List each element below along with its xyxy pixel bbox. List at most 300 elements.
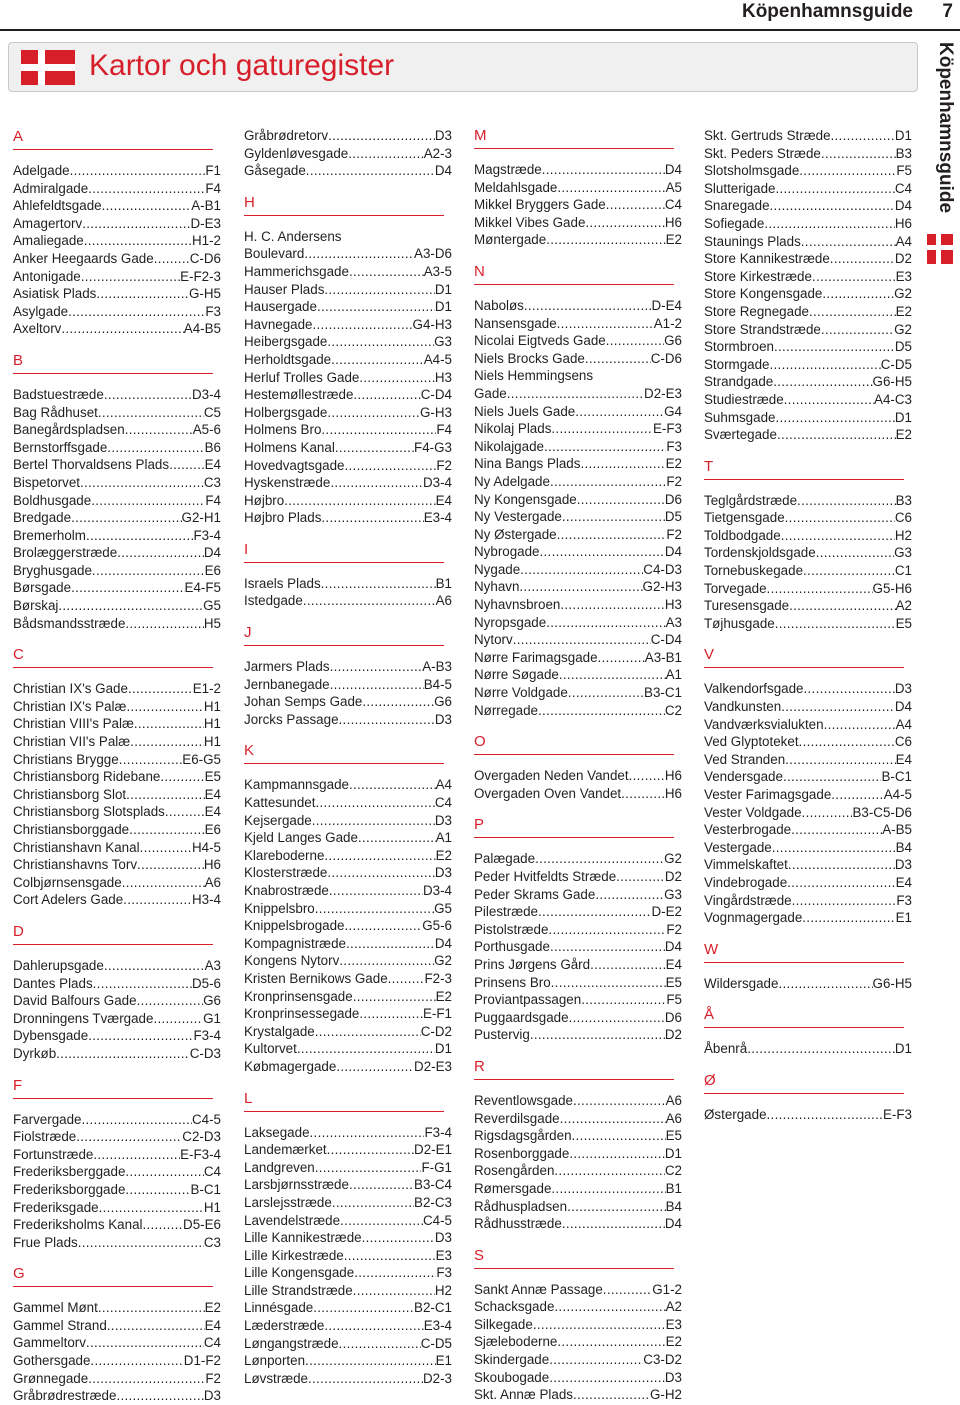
dot-leader [324, 281, 434, 299]
dot-leader [84, 232, 192, 250]
street-entry [704, 180, 912, 198]
dot-leader [88, 180, 205, 198]
grid-reference: B3-C4 [414, 1177, 452, 1193]
header-rule [0, 29, 960, 31]
grid-reference: G1 [203, 1010, 221, 1026]
section-rule [13, 1286, 213, 1287]
street-entry [704, 285, 912, 303]
street-name: Vandkunsten [704, 699, 782, 715]
street-entry [244, 509, 452, 527]
page-number: 7 [942, 1, 953, 22]
street-entry [13, 303, 221, 321]
street-entry [474, 1369, 682, 1387]
street-name: Skindergade [474, 1352, 550, 1368]
grid-reference: C3 [203, 474, 221, 490]
dot-leader [548, 921, 666, 939]
street-entry [704, 733, 912, 751]
street-entry [13, 1163, 221, 1181]
street-name: Heibergsgade [244, 334, 328, 350]
grid-reference: G2-H3 [642, 579, 682, 595]
street-name: Strandgade [704, 374, 774, 390]
dot-leader [785, 751, 895, 769]
dot-leader [799, 733, 895, 751]
grid-reference: B3-C5-D6 [852, 804, 912, 820]
grid-reference: F3 [666, 438, 682, 454]
index-column-1 [13, 128, 221, 1405]
street-name: Tornebuskegade [704, 563, 804, 579]
street-name: Nørre Voldgade [474, 685, 568, 701]
grid-reference: E4 [665, 956, 682, 972]
grid-reference: D4 [894, 198, 912, 214]
grid-reference: C4 [894, 180, 912, 196]
dot-leader [329, 882, 423, 900]
street-entry [244, 900, 452, 918]
street-entry [704, 233, 912, 251]
street-name: Store Kannikestræde [704, 251, 830, 267]
street-name: Herholdtsgade [244, 351, 332, 367]
section-letter: K [244, 742, 255, 760]
dot-leader [125, 1163, 203, 1181]
running-header [0, 0, 960, 32]
dot-leader [78, 1234, 204, 1252]
street-name: Brolæggerstræde [13, 545, 118, 561]
grid-reference: E-F3-4 [180, 1146, 221, 1162]
street-name: Havnegade [244, 316, 313, 332]
street-name: Kristen Bernikows Gade [244, 970, 388, 986]
street-entry [13, 733, 221, 751]
street-entry [244, 988, 452, 1006]
street-entry [474, 385, 682, 403]
street-entry [244, 776, 452, 794]
street-entry [13, 1181, 221, 1199]
street-entry [13, 474, 221, 492]
street-entry [13, 751, 221, 769]
street-entry [13, 509, 221, 527]
section-rule [244, 215, 444, 216]
street-entry [474, 508, 682, 526]
street-name: Adelgade [13, 163, 70, 178]
page-title: Kartor och gaturegister [89, 49, 395, 82]
street-entry [244, 333, 452, 351]
dot-leader [321, 509, 423, 527]
section-letter: H [244, 193, 255, 211]
street-name: Skt. Annæ Plads [474, 1387, 573, 1403]
section-rule [704, 479, 904, 480]
street-entry [704, 250, 912, 268]
street-entry [704, 162, 912, 180]
dot-leader [331, 351, 424, 369]
street-name: Krystalgade [244, 1023, 315, 1039]
dot-leader [530, 1026, 665, 1044]
dot-leader [573, 1092, 666, 1110]
grid-reference: F2 [666, 473, 682, 489]
dot-leader [809, 303, 896, 321]
grid-reference: A-B3 [422, 659, 452, 675]
section-rule [474, 1079, 674, 1080]
dot-leader [140, 839, 192, 857]
grid-reference: A3-D6 [414, 246, 452, 262]
street-entry [244, 952, 452, 970]
section-letter: N [474, 262, 485, 280]
dot-leader [119, 751, 183, 769]
grid-reference: D1 [434, 1041, 452, 1057]
grid-reference: G2-H1 [181, 510, 221, 526]
street-name: Schacksgade [474, 1299, 555, 1315]
grid-reference: E4 [204, 457, 221, 473]
dot-leader [616, 868, 665, 886]
street-name: Bernstorffsgade [13, 439, 108, 455]
street-entry [13, 1045, 221, 1063]
grid-reference: D5 [664, 509, 682, 525]
street-name: Mikkel Vibes Gade [474, 214, 586, 230]
section-letter: C [13, 646, 24, 664]
street-name: Nyhavnsbroen [474, 597, 561, 613]
street-entry [13, 1352, 221, 1370]
street-entry [244, 474, 452, 492]
street-name: Bertel Thorvaldsens Plads [13, 457, 170, 473]
grid-reference: A5 [665, 179, 682, 195]
dot-leader [327, 1141, 414, 1159]
street-name: Vindebrogade [704, 874, 788, 890]
street-name: Christiansborg Slotsplads [13, 804, 165, 820]
dot-leader [339, 952, 434, 970]
index-section [13, 1265, 221, 1405]
dot-leader [297, 1040, 435, 1058]
grid-reference: D-E4 [651, 297, 682, 313]
grid-reference: D5 [894, 339, 912, 355]
street-entry [474, 1009, 682, 1027]
street-entry [704, 751, 912, 769]
section-rule [13, 944, 213, 945]
street-entry [474, 1198, 682, 1216]
street-entry [13, 1334, 221, 1352]
street-name: Christiansborg Ridebane [13, 769, 161, 785]
grid-reference: A-B1 [191, 198, 221, 214]
dot-leader [348, 145, 423, 163]
street-name: Peder Skrams Gade [474, 886, 596, 902]
grid-reference: C-D4 [420, 387, 452, 403]
street-name: Pistolstræde [474, 921, 549, 937]
grid-reference: E2 [435, 988, 452, 1004]
grid-reference: A4 [895, 233, 912, 249]
dot-leader [327, 404, 420, 422]
dot-leader [122, 874, 205, 892]
section-rule [474, 284, 674, 285]
street-entry [244, 439, 452, 457]
dot-leader [96, 285, 189, 303]
grid-reference: B4-5 [423, 676, 452, 692]
street-name: Herluf Trolles Gade [244, 369, 360, 385]
section-letter: J [244, 624, 252, 642]
street-name: Ny Vestergade [474, 509, 562, 525]
street-entry [474, 1110, 682, 1128]
grid-reference: G-H5 [189, 286, 221, 302]
dot-leader [70, 162, 206, 180]
street-name: Løngangstræde [244, 1335, 339, 1351]
street-name: Teglgårdstræde [704, 492, 798, 508]
street-name: Proviantpassagen [474, 992, 582, 1008]
dot-leader [345, 917, 423, 935]
dot-leader [362, 1229, 435, 1247]
street-name: Johan Semps Gade [244, 694, 363, 710]
street-entry [704, 492, 912, 510]
street-name: Gråbrødretorv [244, 128, 329, 143]
dot-leader [126, 698, 203, 716]
index-section [474, 1247, 682, 1404]
grid-reference: G5-H6 [872, 580, 912, 596]
street-entry [474, 767, 682, 785]
section-rule [704, 667, 904, 668]
street-entry [13, 992, 221, 1010]
dot-leader [557, 1333, 665, 1351]
street-name: Linnésgade [244, 1300, 314, 1316]
street-entry [244, 1335, 452, 1353]
street-entry [474, 974, 682, 992]
street-name: Magstræde [474, 162, 542, 177]
street-name: Frederiksgade [13, 1199, 99, 1215]
street-name: Holmens Bro [244, 422, 322, 438]
street-name: Tordenskjoldsgade [704, 545, 816, 561]
street-name: Hyskenstræde [244, 475, 331, 491]
dot-leader [799, 162, 896, 180]
street-entry [244, 1264, 452, 1282]
street-entry [244, 676, 452, 694]
street-entry [474, 886, 682, 904]
grid-reference: D1 [434, 299, 452, 315]
street-entry [244, 1282, 452, 1300]
street-entry [244, 693, 452, 711]
street-name: Bådsmandsstræde [13, 615, 126, 631]
grid-reference: E1-2 [192, 681, 221, 697]
street-name: Suhmsgade [704, 409, 776, 425]
dot-leader [577, 491, 665, 509]
dot-leader [86, 527, 194, 545]
grid-reference: E2 [665, 456, 682, 472]
grid-reference: C-D5 [880, 356, 912, 372]
grid-reference: D3 [203, 1388, 221, 1404]
street-entry [13, 1199, 221, 1217]
grid-reference: E-F1 [422, 1006, 452, 1022]
street-entry [474, 1127, 682, 1145]
street-name: Turesensgade [704, 598, 790, 614]
street-entry [244, 1299, 452, 1317]
street-name: Admiralgade [13, 180, 89, 196]
grid-reference: F4 [205, 180, 221, 196]
street-name: Dyrkøb [13, 1045, 57, 1061]
street-name: Rømersgade [474, 1180, 552, 1196]
dot-leader [339, 711, 435, 729]
street-name: Vognmagergade [704, 910, 803, 926]
dot-leader [327, 864, 435, 882]
grid-reference: A4 [435, 777, 452, 793]
grid-reference: E4 [895, 874, 912, 890]
section-letter: Å [704, 1006, 715, 1024]
street-entry [13, 803, 221, 821]
street-name: Bag Rådhuset [13, 404, 98, 420]
dot-leader [336, 1058, 414, 1076]
grid-reference: G3 [894, 545, 912, 561]
dot-leader [535, 850, 664, 868]
dot-leader [107, 439, 204, 457]
grid-reference: B3-C1 [644, 685, 682, 701]
street-entry [244, 1229, 452, 1247]
grid-reference: F2 [205, 1370, 221, 1386]
grid-reference: B1 [435, 575, 452, 591]
dot-leader [349, 1176, 414, 1194]
grid-reference: D4 [664, 162, 682, 177]
dot-leader [56, 1045, 190, 1063]
grid-reference: H3 [434, 369, 452, 385]
dot-leader [569, 1009, 665, 1027]
street-name: Vester Farimagsgade [704, 787, 832, 802]
street-entry [474, 850, 682, 868]
street-entry [474, 938, 682, 956]
dot-leader [86, 1334, 204, 1352]
street-name: Reventlowsgade [474, 1092, 574, 1108]
dot-leader [99, 1199, 204, 1217]
street-name: Hammerichsgade [244, 263, 349, 279]
street-entry [474, 455, 682, 473]
dot-leader [125, 615, 203, 633]
street-entry [704, 127, 912, 145]
grid-reference: E2 [204, 1300, 221, 1316]
street-name: Tietgensgade [704, 510, 785, 526]
street-name: Lavendelstræde [244, 1212, 341, 1228]
grid-reference: D1 [894, 1041, 912, 1057]
street-name: Axeltorv [13, 321, 62, 337]
street-entry [704, 786, 912, 804]
dot-leader [802, 804, 853, 822]
grid-reference: C-D6 [189, 250, 221, 266]
grid-reference: C4 [434, 795, 452, 811]
dot-leader [130, 733, 204, 751]
street-entry [244, 1005, 452, 1023]
street-entry [704, 597, 912, 615]
street-entry [704, 544, 912, 562]
street-name: Knippelsbrogade [244, 918, 345, 934]
street-name: Bispetorvet [13, 474, 80, 490]
dot-leader [560, 596, 665, 614]
index-section [244, 194, 452, 527]
street-entry [474, 403, 682, 421]
street-name: Larsbjørnsstræde [244, 1177, 349, 1193]
street-name: Kronprinsensgade [244, 988, 353, 1004]
street-entry [704, 409, 912, 427]
section-rule [13, 667, 213, 668]
index-section [13, 646, 221, 909]
grid-reference: F3 [205, 303, 221, 319]
section-letter: B [13, 351, 24, 369]
street-entry [474, 1162, 682, 1180]
street-entry [244, 162, 452, 180]
street-entry [13, 1111, 221, 1129]
dot-leader [91, 492, 205, 510]
dot-leader [335, 439, 414, 457]
street-entry [244, 1040, 452, 1058]
dot-leader [781, 698, 895, 716]
street-entry [704, 321, 912, 339]
dot-leader [830, 250, 895, 268]
street-name: Colbjørnsensgade [13, 874, 122, 890]
street-name: Amaliegade [13, 233, 84, 249]
dot-leader [544, 438, 666, 456]
street-name: Gade [474, 385, 507, 401]
grid-reference: H2 [434, 1282, 452, 1298]
street-name: Christianshavns Torv [13, 857, 138, 873]
street-entry [474, 903, 682, 921]
street-entry [13, 562, 221, 580]
grid-reference: D5-6 [191, 975, 221, 991]
street-entry [13, 786, 221, 804]
street-entry [13, 1387, 221, 1405]
grid-reference: D1 [894, 128, 912, 143]
grid-reference: H6 [203, 857, 221, 873]
dot-leader [160, 768, 204, 786]
street-entry [244, 457, 452, 475]
street-name: Istedgade [244, 593, 303, 609]
street-entry: Niels Hemmingsens [474, 368, 594, 384]
grid-reference: G2 [894, 321, 912, 337]
street-entry [474, 315, 682, 333]
grid-reference: E-F3 [652, 421, 682, 437]
street-name: Slutterigade [704, 180, 776, 196]
section-rule [474, 837, 674, 838]
dot-leader [125, 421, 193, 439]
dot-leader [554, 1162, 664, 1180]
street-entry [13, 250, 221, 268]
index-section [474, 733, 682, 802]
section-letter: G [13, 1265, 25, 1283]
dot-leader [107, 1317, 205, 1335]
street-name: Nicolai Eigtveds Gade [474, 333, 606, 349]
dot-leader [824, 716, 896, 734]
street-entry [244, 281, 452, 299]
street-name: Hestemøllestræde [244, 387, 354, 403]
grid-reference: G6-H5 [872, 374, 912, 390]
section-rule [474, 1268, 674, 1269]
dot-leader [603, 1281, 652, 1299]
street-entry [244, 882, 452, 900]
street-entry [244, 245, 452, 263]
dot-leader [304, 245, 414, 263]
dot-leader [804, 680, 895, 698]
street-entry [13, 162, 221, 180]
street-entry [704, 268, 912, 286]
dot-leader [774, 338, 895, 356]
dot-leader [324, 1317, 423, 1335]
street-name: Nyhavn [474, 579, 520, 595]
street-entry [474, 1026, 682, 1044]
dot-leader [764, 215, 895, 233]
grid-reference: B4 [895, 839, 912, 855]
street-name: Christian IX's Gade [13, 681, 128, 697]
dot-leader [303, 592, 436, 610]
dot-leader [330, 658, 423, 676]
dot-leader [349, 263, 424, 281]
dot-leader [551, 1180, 665, 1198]
street-name: Vestergade [704, 839, 772, 855]
grid-reference: G2 [664, 851, 682, 867]
index-section [244, 624, 452, 728]
street-entry [13, 768, 221, 786]
dot-leader [330, 474, 423, 492]
street-name: Landgreven [244, 1159, 315, 1175]
street-entry [244, 1212, 452, 1230]
index-section [474, 263, 682, 719]
side-tab-label: Köpenhamnsguide [935, 42, 956, 214]
dot-leader [816, 544, 894, 562]
street-entry [704, 698, 912, 716]
